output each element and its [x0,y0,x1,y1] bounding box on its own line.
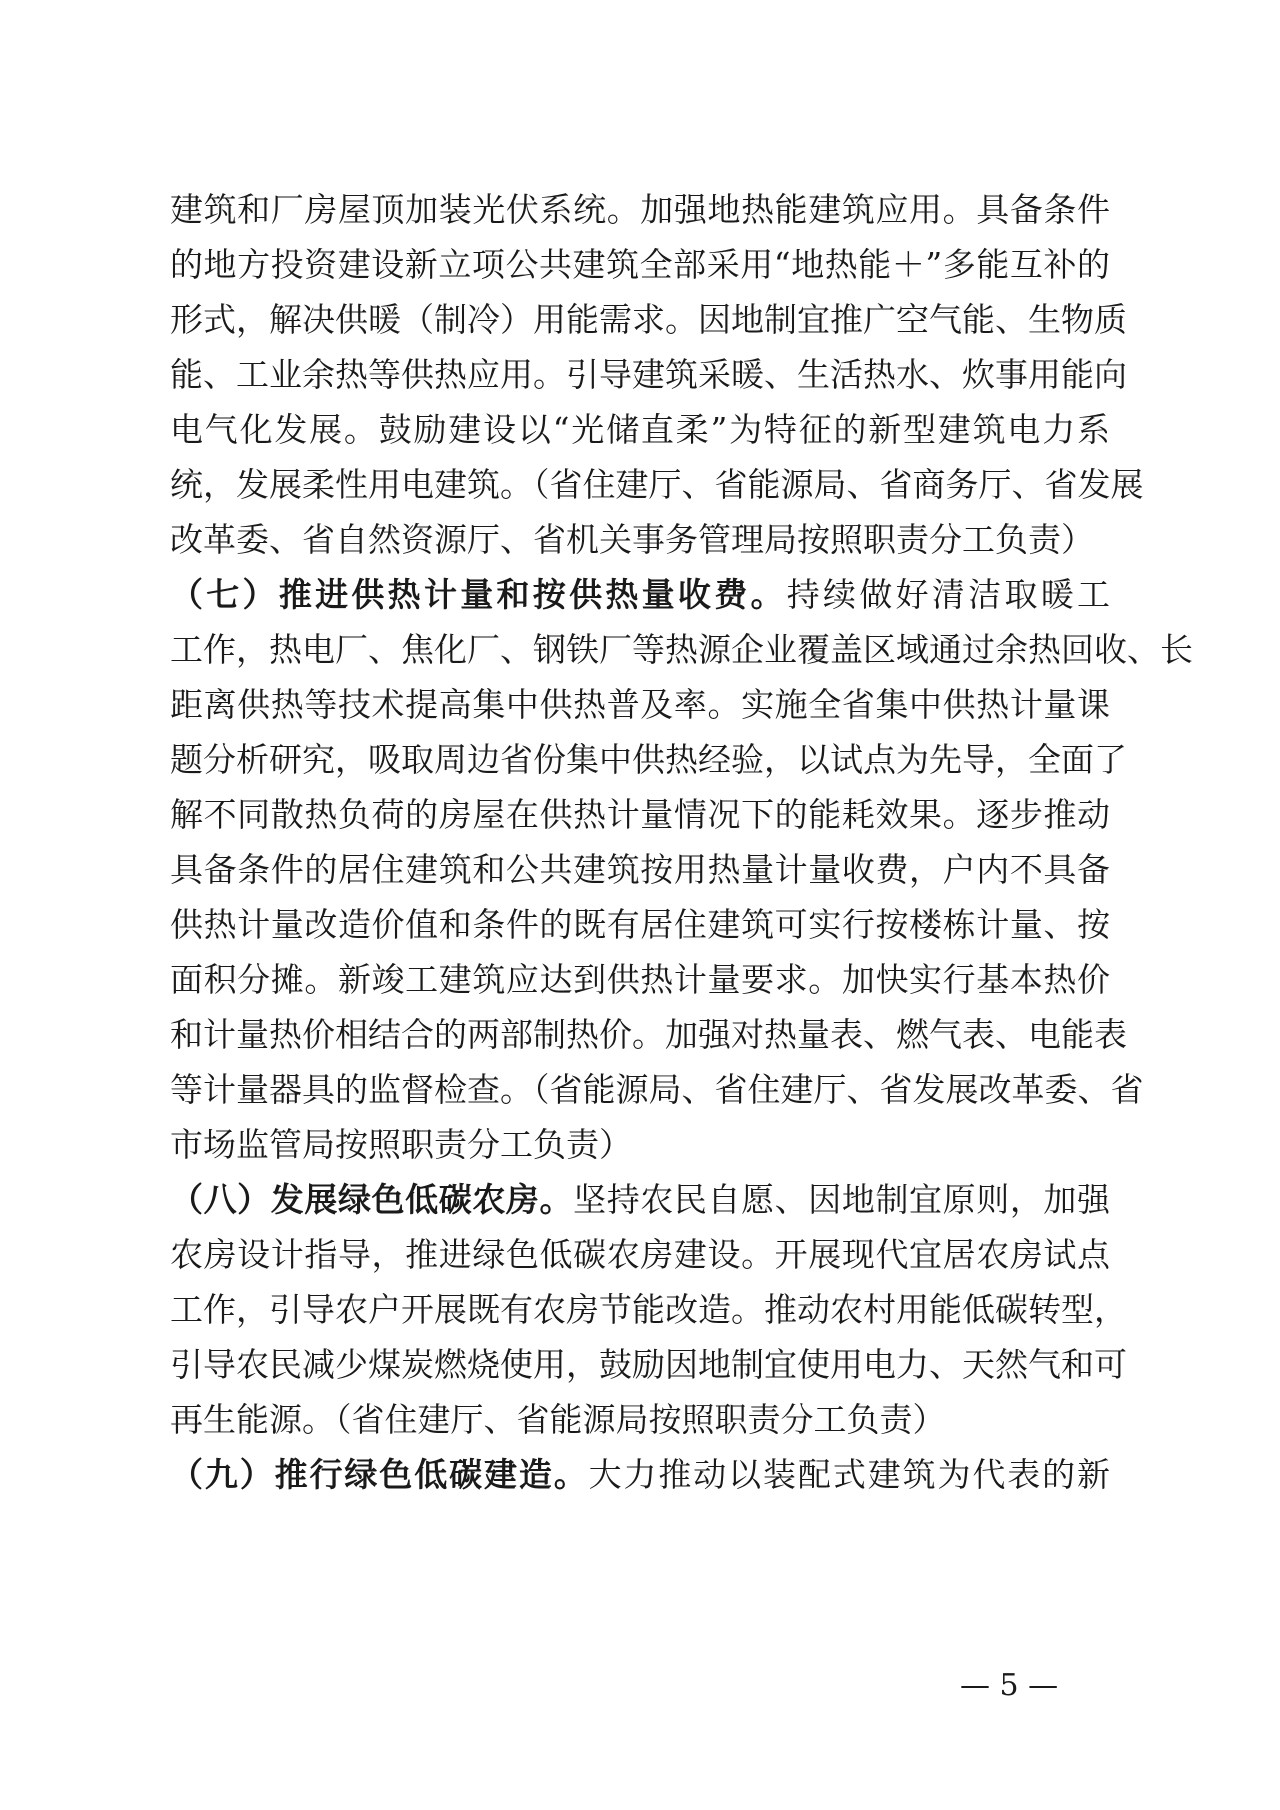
paragraph-line: 等计量器具的监督检查。（省能源局、省住建厅、省发展改革委、省 [170,1070,1144,1109]
paragraph-line: 形式，解决供暖（制冷）用能需求。因地制宜推广空气能、生物质 [170,300,1127,339]
paragraph-line: 再生能源。（省住建厅、省能源局按照职责分工负责） [170,1400,946,1439]
paragraph-line: 和计量热价相结合的两部制热价。加强对热量表、燃气表、电能表 [170,1015,1127,1054]
section-8-heading: （八）发展绿色低碳农房。 [170,1180,574,1219]
section-9-text: 大力推动以装配式建筑为代表的新 [588,1455,1111,1494]
page-number: — 5 — [960,1668,1059,1703]
paragraph-line: 工作，引导农户开展既有农房节能改造。推动农村用能低碳转型， [170,1290,1127,1329]
paragraph-line: 距离供热等技术提高集中供热普及率。实施全省集中供热计量课 [170,685,1110,724]
paragraph-line: 农房设计指导，推进绿色低碳农房建设。开展现代宜居农房试点 [170,1235,1110,1274]
paragraph-line: 具备条件的居住建筑和公共建筑按用热量计量收费，户内不具备 [170,850,1110,889]
paragraph-line: 供热计量改造价值和条件的既有居住建筑可实行按楼栋计量、按 [170,905,1110,944]
paragraph-line: 统，发展柔性用电建筑。（省住建厅、省能源局、省商务厅、省发展 [170,465,1144,504]
paragraph-line: 改革委、省自然资源厅、省机关事务管理局按照职责分工负责） [170,520,1094,559]
section-8-text: 坚持农民自愿、因地制宜原则，加强 [573,1180,1111,1219]
paragraph-line: 面积分摊。新竣工建筑应达到供热计量要求。加快实行基本热价 [170,960,1110,999]
paragraph-line: 引导农民减少煤炭燃烧使用，鼓励因地制宜使用电力、天然气和可 [170,1345,1127,1384]
section-7-heading: （七）推进供热计量和按供热量收费。 [170,575,787,614]
paragraph-line: 工作，热电厂、焦化厂、钢铁厂等热源企业覆盖区域通过余热回收、长 [170,630,1193,669]
section-7-text: 持续做好清洁取暖工 [786,575,1111,614]
section-7-first-line [170,575,1110,615]
paragraph-line: 电气化发展。鼓励建设以“光储直柔”为特征的新型建筑电力系 [170,410,1110,449]
section-8-first-line [170,1180,1110,1220]
paragraph-line: 建筑和厂房屋顶加装光伏系统。加强地热能建筑应用。具备条件 [170,190,1110,229]
paragraph-line: 题分析研究，吸取周边省份集中供热经验，以试点为先导，全面了 [170,740,1127,779]
section-9-heading: （九）推行绿色低碳建造。 [170,1455,589,1494]
paragraph-line: 能、工业余热等供热应用。引导建筑采暖、生活热水、炊事用能向 [170,355,1127,394]
paragraph-line: 市场监管局按照职责分工负责） [170,1125,632,1164]
section-9-first-line [170,1455,1110,1495]
paragraph-line: 的地方投资建设新立项公共建筑全部采用“地热能＋”多能互补的 [170,245,1110,284]
paragraph-line: 解不同散热负荷的房屋在供热计量情况下的能耗效果。逐步推动 [170,795,1110,834]
